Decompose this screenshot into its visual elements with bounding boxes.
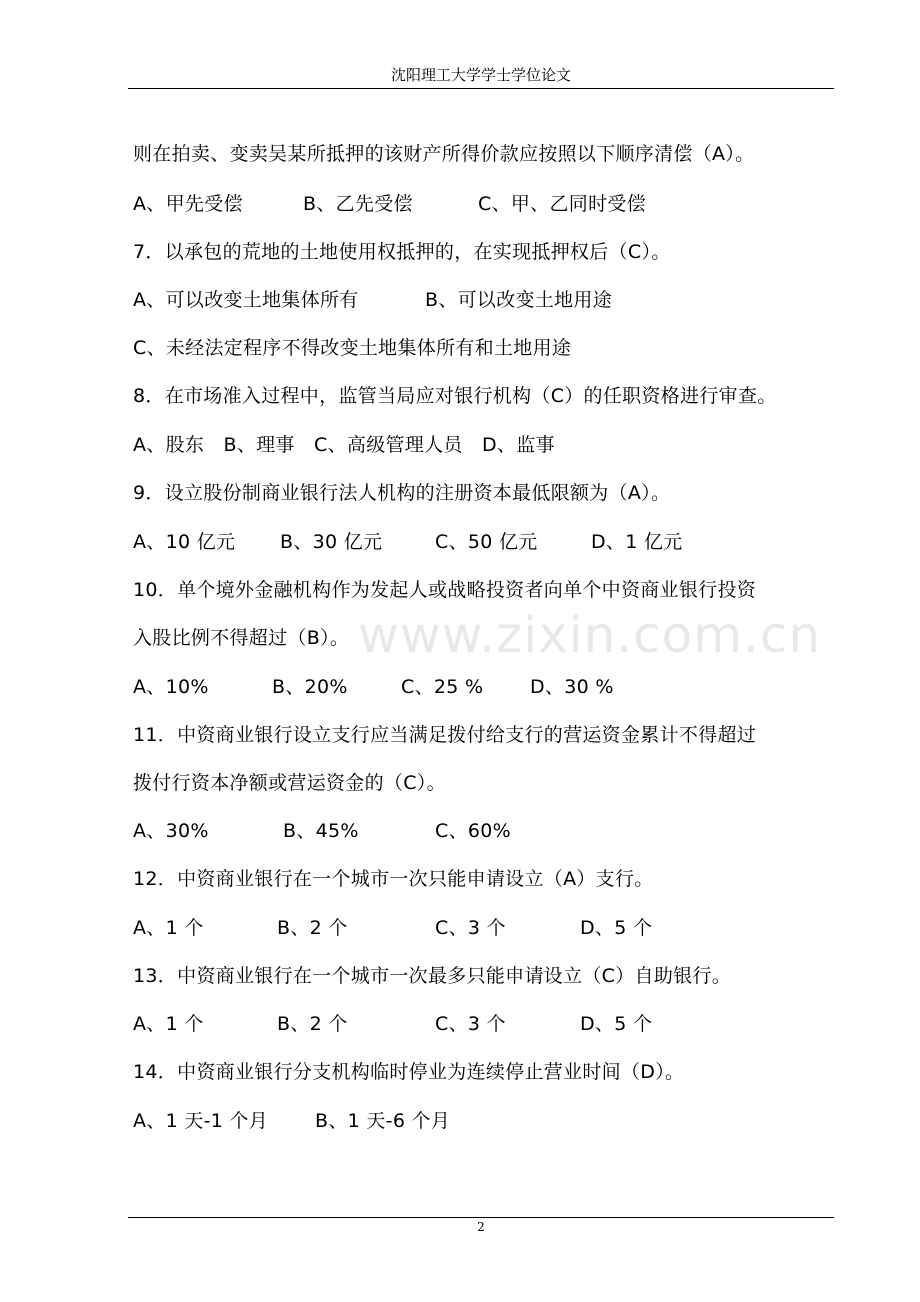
option-c: C、3 个 <box>435 1013 506 1035</box>
question-7-option-c: C、未经法定程序不得改变土地集体所有和土地用途 <box>133 337 572 359</box>
question-10-options <box>133 672 614 702</box>
option-b: B、20% <box>272 676 348 698</box>
question-12-stem: 12．中资商业银行在一个城市一次只能申请设立（A）支行。 <box>133 868 654 890</box>
question-14-stem: 14．中资商业银行分支机构临时停业为连续停止营业时间（D）。 <box>133 1061 685 1083</box>
option-a: A、1 个 <box>133 1013 204 1035</box>
option-a: A、甲先受偿 <box>133 193 243 215</box>
question-11-options <box>133 816 511 846</box>
question-7-options <box>133 285 613 315</box>
option-b: B、30 亿元 <box>280 531 383 553</box>
option-b: B、2 个 <box>277 1013 348 1035</box>
option-a: A、1 天-1 个月 <box>133 1110 269 1132</box>
question-11-stem: 11．中资商业银行设立支行应当满足拨付给支行的营运资金累计不得超过 <box>133 724 757 746</box>
option-a: A、30% <box>133 820 209 842</box>
question-12-options <box>133 913 653 943</box>
option-a: A、1 个 <box>133 917 204 939</box>
footer-rule <box>128 1217 834 1218</box>
question-8-stem: 8．在市场准入过程中，监管当局应对银行机构（C）的任职资格进行审查。 <box>133 385 777 407</box>
question-11-stem-continued: 拨付行资本净额或营运资金的（C）。 <box>133 772 446 794</box>
option-b: B、1 天-6 个月 <box>315 1110 451 1132</box>
option-b: B、45% <box>283 820 359 842</box>
question-13-options <box>133 1009 653 1039</box>
watermark-text: www.zixin.com.cn <box>358 606 822 664</box>
question-10-stem: 10．单个境外金融机构作为发起人或战略投资者向单个中资商业银行投资 <box>133 579 757 601</box>
option-a: A、10 亿元 <box>133 531 236 553</box>
question-7-stem: 7．以承包的荒地的土地使用权抵押的，在实现抵押权后（C）。 <box>133 241 671 263</box>
question-6-options <box>133 189 646 219</box>
option-b: B、可以改变土地用途 <box>425 289 613 311</box>
header-rule <box>128 88 834 89</box>
question-9-options <box>133 527 683 557</box>
option-d: D、5 个 <box>580 1013 653 1035</box>
option-c: C、60% <box>435 820 511 842</box>
option-c: C、甲、乙同时受偿 <box>478 193 646 215</box>
option-b: B、2 个 <box>277 917 348 939</box>
question-10-stem-continued: 入股比例不得超过（B）。 <box>133 627 350 649</box>
question-6-stem-continued: 则在拍卖、变卖吴某所抵押的该财产所得价款应按照以下顺序清偿（A）。 <box>133 143 755 165</box>
option-c: C、3 个 <box>435 917 506 939</box>
question-8-options: A、股东 B、理事 C、高级管理人员 D、监事 <box>133 434 555 456</box>
page-number: 2 <box>477 1220 485 1234</box>
option-a: A、10% <box>133 676 209 698</box>
option-c: C、50 亿元 <box>435 531 538 553</box>
option-c: C、25 % <box>401 676 484 698</box>
option-d: D、30 % <box>530 676 614 698</box>
question-13-stem: 13．中资商业银行在一个城市一次最多只能申请设立（C）自助银行。 <box>133 965 732 987</box>
page-header-title: 沈阳理工大学学士学位论文 <box>390 66 571 84</box>
option-a: A、可以改变土地集体所有 <box>133 289 359 311</box>
option-d: D、5 个 <box>580 917 653 939</box>
option-d: D、1 亿元 <box>591 531 683 553</box>
option-b: B、乙先受偿 <box>303 193 413 215</box>
question-14-options <box>133 1106 451 1136</box>
question-9-stem: 9．设立股份制商业银行法人机构的注册资本最低限额为（A）。 <box>133 482 671 504</box>
